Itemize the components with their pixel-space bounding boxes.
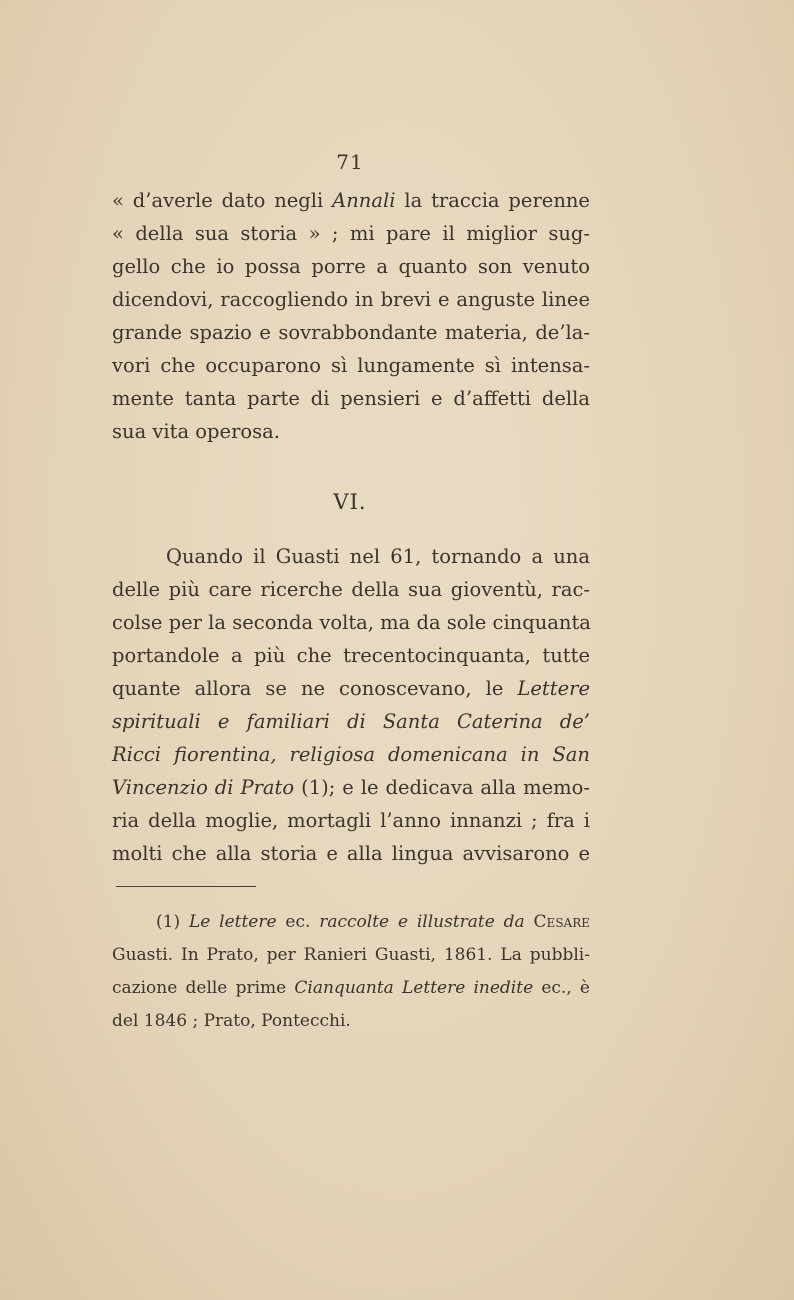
footnote-line: del 1846 ; Prato, Pontecchi. xyxy=(112,1011,351,1031)
text-line: gello che io possa porre a quanto son venuto xyxy=(112,255,590,278)
text-line: grande spazio e sovrabbondante materia, de’la- xyxy=(112,321,590,344)
text-line: colse per la seconda volta, ma da sole cinquanta xyxy=(112,611,591,634)
text-line: Quando il Guasti nel 61, tornando a una xyxy=(166,545,590,568)
paragraph-1 xyxy=(112,184,590,448)
text-line: ria della moglie, mortagli l’anno innanzi ; fra i xyxy=(112,809,590,832)
text-line: sua vita operosa. xyxy=(112,420,280,443)
text-line: « della sua storia » ; mi pare il miglior sug- xyxy=(112,222,590,245)
text-line: spirituali e familiari di Santa Caterina de’ xyxy=(112,710,590,733)
text-line: mente tanta parte di pensieri e d’affetti della xyxy=(112,387,590,410)
text-line: molti che alla storia e alla lingua avvisarono e xyxy=(112,842,590,865)
text-line: Ricci fiorentina, religiosa domenicana in San xyxy=(112,743,590,766)
footnote xyxy=(112,906,590,1038)
text-line: « d’averle dato negli Annali la traccia perenne xyxy=(112,189,590,212)
text-line: vori che occuparono sì lungamente sì intensa- xyxy=(112,354,590,377)
text-line: dicendovi, raccogliendo in brevi e anguste linee xyxy=(112,288,590,311)
footnote-divider xyxy=(116,886,256,887)
text-line: delle più care ricerche della sua gioventù, rac- xyxy=(112,578,590,601)
footnote-line: Guasti. In Prato, per Ranieri Guasti, 1861. La pubbli- xyxy=(112,945,590,965)
paragraph-2 xyxy=(112,540,590,870)
footnote-line: (1) Le lettere ec. raccolte e illustrate da Cesare xyxy=(156,912,590,932)
text-line: quante allora se ne conoscevano, le Lettere xyxy=(112,677,590,700)
footnote-line: cazione delle prime Cianquanta Lettere inedite ec., è xyxy=(112,978,590,998)
section-heading: VI. xyxy=(333,490,367,514)
page-number: 71 xyxy=(336,150,364,174)
text-line: portandole a più che trecentocinquanta, tutte xyxy=(112,644,590,667)
text-line: Vincenzio di Prato (1); e le dedicava alla memo- xyxy=(112,776,590,799)
